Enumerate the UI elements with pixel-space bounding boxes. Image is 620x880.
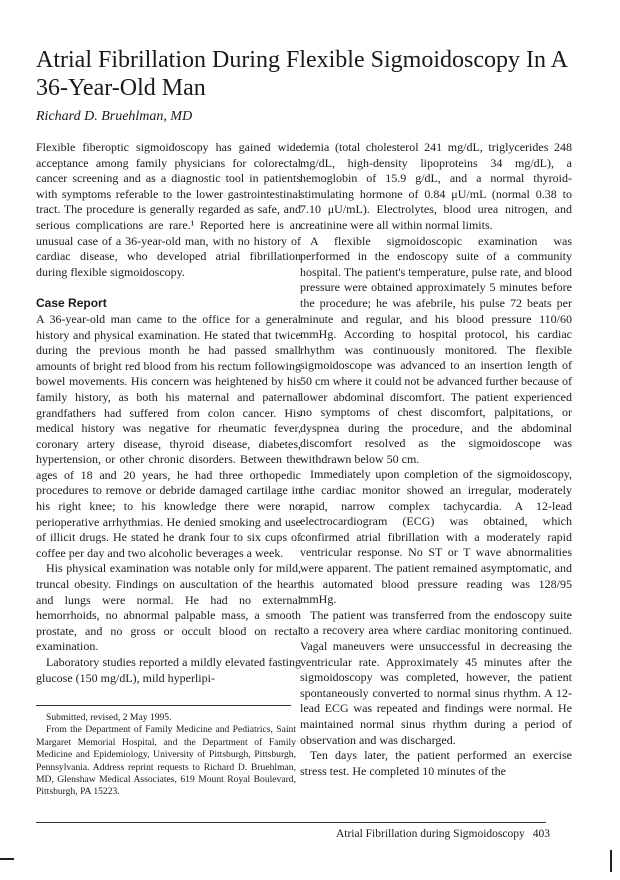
scan-mark-left	[0, 858, 14, 860]
running-title: Atrial Fibrillation during Sigmoidoscopy	[335, 828, 525, 840]
right-paragraph-3: Immediately upon completion of the sigmoidoscopy, the cardiac monitor showed an irregular, moderately rapid, narrow complex tachycardia. A 12-lead electrocardiogram (ECG) was obtained, which confirmed atrial fibrillation with a moderately rapid ventricular response. No ST or T wave abnormalities were apparent. The patient remained asymptomatic, and his automated blood pressure reading was 128/95 mmHg.	[300, 467, 572, 607]
case-paragraph-1: A 36-year-old man came to the office for a general history and physical examination. He stated that twice during the previous month he had passed small amounts of bright red blood from his rectum following bowel movements. His concern was heightened by his family history, as both his maternal and paternal grandfathers had suffered from colon cancer. His medical history was negative for rheumatic fever, coronary artery disease, thyroid disease, diabetes, hypertension, or other chronic disorders. Between the ages of 18 and 20 years, he had three orthopedic procedures to remove or debride damaged cartilage in his right knee; to his knowledge there were no perioperative arrhythmias. He denied smoking and use of illicit drugs. He stated he drank four to six cups of coffee per day and two alcoholic beverages a week.	[36, 311, 301, 560]
page-number: 403	[532, 828, 550, 840]
case-paragraph-3: Laboratory studies reported a mildly elevated fasting glucose (150 mg/dL), mild hyperlipi-	[36, 655, 301, 685]
footer-divider	[36, 822, 546, 823]
article-title: Atrial Fibrillation During Flexible Sigmoidoscopy In A 36-Year-Old Man	[36, 47, 567, 101]
case-paragraph-2: His physical examination was notable only for mild, truncal obesity. Findings on auscultation of the heart and lungs were normal. He had no external hemorrhoids, no abnormal palpable mass, a smooth prostate, and no gross or occult blood on rectal examination.	[36, 561, 301, 654]
article-author: Richard D. Bruehlman, MD	[36, 109, 193, 124]
footnotes	[36, 712, 296, 799]
right-paragraph-1: demia (total cholesterol 241 mg/dL, triglycerides 248 mg/dL, high-density lipoproteins 34 mg/dL), a hemoglobin of 15.9 g/dL, and a normal thyroid-stimulating hormone of 0.84 μU/mL (normal 0.38 to 7.10 μU/mL). Electrolytes, blood urea nitrogen, and creatinine were all within normal limits.	[300, 140, 572, 232]
left-column	[36, 140, 301, 686]
right-paragraph-5: Ten days later, the patient performed an exercise stress test. He completed 10 minutes of the	[300, 748, 572, 778]
running-footer	[336, 828, 550, 840]
footnote-affiliation: From the Department of Family Medicine and Pediatrics, Saint Margaret Memorial Hospital, and the Department of Family Medicine and Epidemiology, University of Pittsburgh, Pittsburgh, Pennsylvania. Address reprint requests to Richard D. Bruehlman, MD, Glenshaw Medical Associates, 619 Mount Royal Boulevard, Pittsburgh, PA 15223.	[36, 724, 296, 798]
footnote-divider	[36, 705, 291, 706]
scan-mark-right	[610, 850, 612, 872]
footnote-submitted: Submitted, revised, 2 May 1995.	[46, 712, 172, 723]
right-paragraph-2: A flexible sigmoidoscopic examination was performed in the endoscopy suite of a community hospital. The patient's temperature, pulse rate, and blood pressure were obtained approximately 5 minutes before the procedure; he was afebrile, his pulse 72 beats per minute and regular, and his blood pressure 110/60 mmHg. According to hospital protocol, his cardiac rhythm was continuously monitored. The flexible sigmoidoscope was advanced to an insertion length of 50 cm where it could not be advanced further because of lower abdominal discomfort. The patient experienced no symptoms of chest discomfort, palpitations, or dyspnea during the procedure, and the abdominal discomfort resolved as the sigmoidoscope was withdrawn below 50 cm.	[300, 233, 572, 466]
intro-paragraph: Flexible fiberoptic sigmoidoscopy has gained wide acceptance among family physicians for colorectal cancer screening and as a diagnostic tool in patients with symptoms referable to the lower gastrointestinal tract. The procedure is generally regarded as safe, and serious complications are rare.¹ Reported here is an unusual case of a 36-year-old man, with no history of cardiac disease, who developed atrial fibrillation during flexible sigmoidoscopy.	[36, 140, 301, 279]
section-heading-case-report: Case Report	[36, 296, 107, 311]
right-column	[300, 140, 572, 779]
right-paragraph-4: The patient was transferred from the endoscopy suite to a recovery area where cardiac monitoring continued. Vagal maneuvers were unsuccessful in decreasing the ventricular rate. Approximately 45 minutes after the sigmoidoscopy was completed, however, the patient spontaneously converted to normal sinus rhythm. A 12-lead ECG was repeated and findings were normal. He maintained normal sinus rhythm during a period of observation and was discharged.	[300, 607, 572, 747]
